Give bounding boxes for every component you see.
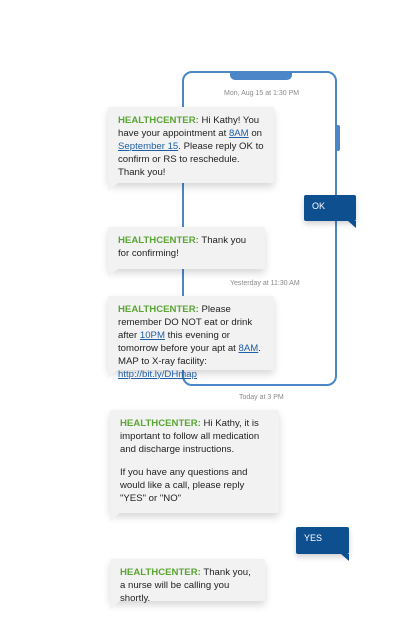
message-text: . Please reply OK to confirm or RS to reschedule. Thank you! [118,140,264,178]
timestamp: Today at 3 PM [239,394,284,401]
message-text: Hi Kathy, it is important to follow all medication and discharge instructions. [120,418,260,455]
message-text: Please remember DO NOT eat or drink after [118,304,253,341]
message-paragraph [120,418,269,457]
timestamp: Yesterday at 11:30 AM [230,280,300,287]
reply-bubble [304,195,356,221]
message-text: on [248,127,263,139]
message-text: Thank you for confirming! [118,235,247,259]
message-text: If you have any questions and would like a call, please reply "YES" or "NO" [120,466,248,504]
map-link[interactable]: http://bit.ly/DHmap [118,368,197,380]
message-text: Thank you, a nurse will be calling you shortly. [120,567,251,604]
reply-bubble [296,527,349,554]
date-link[interactable]: September 15 [118,140,179,152]
sender-label: HEALTHCENTER: [120,567,201,578]
sender-label: HEALTHCENTER: [120,418,201,429]
timestamp: Mon, Aug 15 at 1:30 PM [224,90,300,97]
time-link[interactable]: 8AM [228,127,249,139]
message-text: this evening or tomorrow before your apt at [118,329,239,354]
phone-side-button [336,125,340,151]
reply-text: OK [312,201,326,211]
message-text: . MAP to X-ray facility: [118,342,261,367]
sender-label: HEALTHCENTER: [118,115,199,126]
time-link[interactable]: 8AM [238,342,259,354]
sender-label: HEALTHCENTER: [118,304,199,315]
phone-notch [230,71,292,80]
message-bubble [108,227,265,269]
reply-text: YES [304,533,323,543]
message-bubble [110,559,265,604]
message-text: Hi Kathy! You have your appointment at [118,115,260,139]
message-bubble [108,296,274,380]
sender-label: HEALTHCENTER: [118,235,199,246]
message-bubble [110,410,279,513]
time-link[interactable]: 10PM [139,329,165,341]
message-bubble [108,107,274,183]
